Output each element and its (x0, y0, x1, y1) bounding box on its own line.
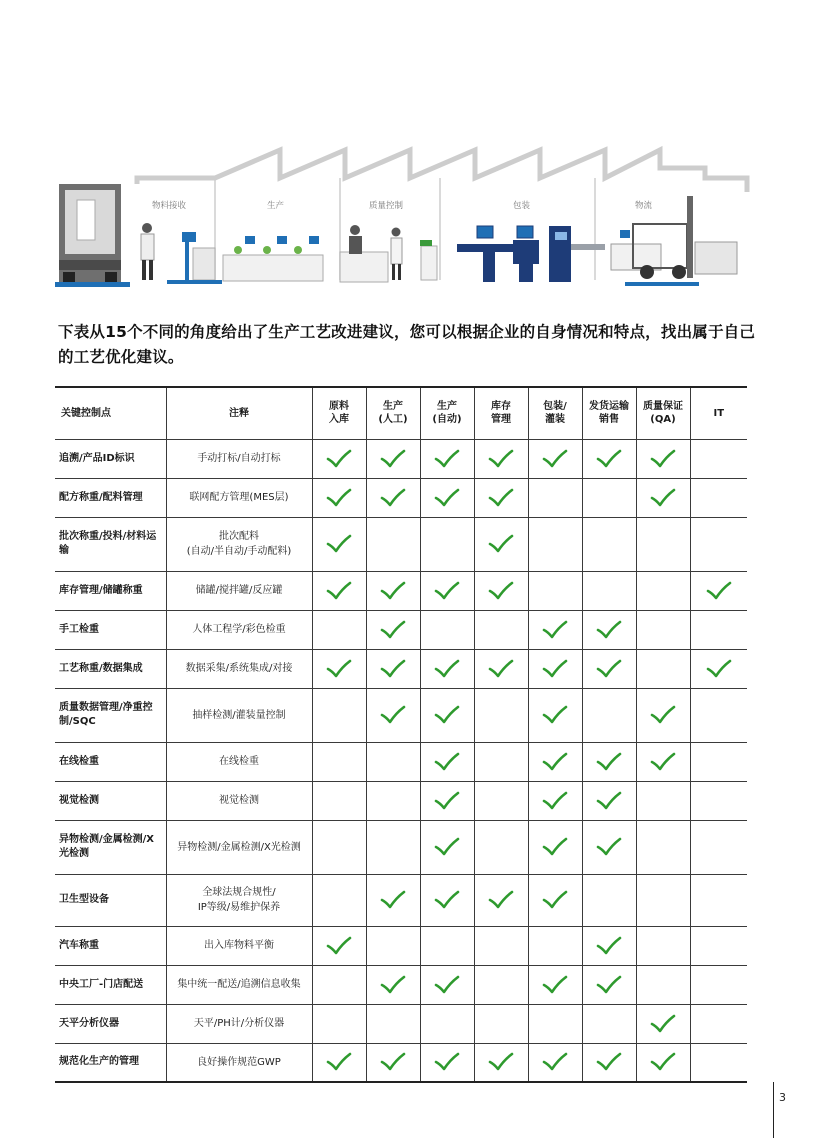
column-header: IT (690, 387, 747, 439)
key-control-point: 库存管理/储罐称重 (55, 571, 166, 610)
checkmark-cell (420, 874, 474, 926)
checkmark-icon (380, 1057, 406, 1068)
checkmark-icon (542, 980, 568, 991)
checkmark-cell (582, 926, 636, 965)
table-row (55, 688, 747, 742)
empty-cell (420, 610, 474, 649)
table-row (55, 571, 747, 610)
checkmark-cell (420, 571, 474, 610)
empty-cell (690, 781, 747, 820)
checkmark-icon (542, 1057, 568, 1068)
empty-cell (636, 820, 690, 874)
note-cell: 手动打标/自动打标 (166, 439, 312, 478)
table-header-row (55, 387, 747, 439)
empty-cell (582, 571, 636, 610)
empty-cell (528, 926, 582, 965)
empty-cell (690, 688, 747, 742)
key-control-point: 规范化生产的管理 (55, 1043, 166, 1082)
empty-cell (690, 965, 747, 1004)
checkmark-cell (312, 571, 366, 610)
checkmark-cell (636, 688, 690, 742)
checkmark-icon (542, 842, 568, 853)
empty-cell (582, 478, 636, 517)
note-cell: 人体工程学/彩色检重 (166, 610, 312, 649)
table-row (55, 1043, 747, 1082)
stage-label-logistics: 物流 (635, 201, 653, 211)
checkmark-icon (434, 586, 460, 597)
empty-cell (474, 688, 528, 742)
checkmark-icon (434, 710, 460, 721)
table-row (55, 1004, 747, 1043)
checkmark-icon (596, 1057, 622, 1068)
empty-cell (690, 820, 747, 874)
checkmark-icon (650, 454, 676, 465)
empty-cell (366, 781, 420, 820)
key-control-point: 质量数据管理/净重控制/SQC (55, 688, 166, 742)
key-control-point: 中央工厂-门店配送 (55, 965, 166, 1004)
checkmark-icon (488, 1057, 514, 1068)
checkmark-cell (528, 649, 582, 688)
checkmark-icon (650, 1019, 676, 1030)
stage-label-quality: 质量控制 (369, 201, 404, 211)
empty-cell (312, 874, 366, 926)
checkmark-icon (326, 539, 352, 550)
checkmark-cell (474, 478, 528, 517)
note-cell: 良好操作规范GWP (166, 1043, 312, 1082)
checkmark-icon (380, 664, 406, 675)
checkmark-icon (596, 757, 622, 768)
checkmark-icon (488, 454, 514, 465)
checkmark-icon (380, 454, 406, 465)
page-number: 3 (779, 1091, 786, 1104)
empty-cell (636, 571, 690, 610)
note-cell: 出入库物料平衡 (166, 926, 312, 965)
empty-cell (636, 517, 690, 571)
header-key-point: 关键控制点 (55, 387, 166, 439)
checkmark-icon (488, 895, 514, 906)
empty-cell (636, 610, 690, 649)
stage-label-production: 生产 (267, 201, 285, 211)
intro-paragraph: 下表从15个不同的角度给出了生产工艺改进建议，您可以根据企业的自身情况和特点，找出属于自己的工艺优化建议。 (58, 323, 756, 366)
checkmark-icon (434, 757, 460, 768)
process-improvement-table (55, 386, 747, 1083)
empty-cell (636, 874, 690, 926)
stage-label-receiving: 物料接收 (152, 201, 187, 211)
checkmark-cell (528, 874, 582, 926)
key-control-point: 工艺称重/数据集成 (55, 649, 166, 688)
checkmark-icon (380, 586, 406, 597)
checkmark-icon (542, 454, 568, 465)
checkmark-cell (366, 649, 420, 688)
checkmark-icon (380, 710, 406, 721)
checkmark-icon (706, 664, 732, 675)
checkmark-cell (582, 439, 636, 478)
production-line-icon (223, 236, 323, 281)
checkmark-icon (596, 454, 622, 465)
column-header: 包装/ 灌装 (528, 387, 582, 439)
table-body (55, 439, 747, 1082)
column-header: 原料 入库 (312, 387, 366, 439)
checkmark-cell (636, 478, 690, 517)
empty-cell (690, 742, 747, 781)
checkmark-cell (582, 820, 636, 874)
key-control-point: 汽车称重 (55, 926, 166, 965)
checkmark-icon (596, 980, 622, 991)
checkmark-icon (434, 1057, 460, 1068)
checkmark-cell (690, 649, 747, 688)
column-header: 发货运输 销售 (582, 387, 636, 439)
checkmark-icon (596, 664, 622, 675)
checkmark-icon (542, 895, 568, 906)
checkmark-cell (474, 439, 528, 478)
key-control-point: 在线检重 (55, 742, 166, 781)
checkmark-cell (528, 610, 582, 649)
checkmark-cell (474, 649, 528, 688)
checkmark-cell (474, 1043, 528, 1082)
note-cell: 全球法规合规性/ IP等级/易维护保养 (166, 874, 312, 926)
note-cell: 储罐/搅拌罐/反应罐 (166, 571, 312, 610)
empty-cell (366, 926, 420, 965)
checkmark-icon (326, 493, 352, 504)
table-row (55, 926, 747, 965)
checkmark-cell (312, 926, 366, 965)
key-control-point: 批次称重/投料/材料运输 (55, 517, 166, 571)
note-cell: 批次配料 (自动/半自动/手动配料) (166, 517, 312, 571)
empty-cell (636, 926, 690, 965)
empty-cell (528, 517, 582, 571)
checkmark-cell (582, 649, 636, 688)
checkmark-cell (312, 1043, 366, 1082)
column-header: 库存 管理 (474, 387, 528, 439)
checkmark-cell (312, 517, 366, 571)
quality-lab-icon (340, 225, 437, 282)
checkmark-cell (636, 439, 690, 478)
checkmark-icon (650, 1057, 676, 1068)
checkmark-icon (434, 895, 460, 906)
checkmark-icon (434, 664, 460, 675)
checkmark-cell (312, 439, 366, 478)
checkmark-cell (528, 781, 582, 820)
empty-cell (582, 688, 636, 742)
key-control-point: 异物检测/金属检测/X光检测 (55, 820, 166, 874)
checkmark-icon (434, 493, 460, 504)
checkmark-cell (636, 1004, 690, 1043)
checkmark-cell (528, 1043, 582, 1082)
empty-cell (690, 517, 747, 571)
table-row (55, 874, 747, 926)
empty-cell (474, 610, 528, 649)
empty-cell (690, 439, 747, 478)
key-control-point: 配方称重/配料管理 (55, 478, 166, 517)
checkmark-cell (366, 1043, 420, 1082)
empty-cell (474, 926, 528, 965)
empty-cell (366, 517, 420, 571)
empty-cell (582, 874, 636, 926)
platform-scale-icon (167, 232, 222, 284)
checkmark-icon (434, 980, 460, 991)
checkmark-icon (650, 493, 676, 504)
table-row (55, 742, 747, 781)
checkmark-icon (542, 757, 568, 768)
checkmark-cell (366, 571, 420, 610)
checkmark-cell (366, 874, 420, 926)
key-control-point: 手工检重 (55, 610, 166, 649)
checkmark-cell (582, 610, 636, 649)
checkmark-icon (434, 454, 460, 465)
checkmark-icon (380, 895, 406, 906)
checkmark-icon (380, 980, 406, 991)
empty-cell (690, 1043, 747, 1082)
empty-cell (636, 965, 690, 1004)
checkmark-cell (420, 439, 474, 478)
checkmark-icon (380, 625, 406, 636)
table-row (55, 781, 747, 820)
checkmark-icon (488, 664, 514, 675)
checkmark-icon (326, 1057, 352, 1068)
empty-cell (474, 820, 528, 874)
note-cell: 抽样检测/灌装量控制 (166, 688, 312, 742)
key-control-point: 天平分析仪器 (55, 1004, 166, 1043)
key-control-point: 视觉检测 (55, 781, 166, 820)
checkmark-icon (434, 842, 460, 853)
empty-cell (474, 742, 528, 781)
checkmark-icon (596, 842, 622, 853)
checkmark-cell (366, 439, 420, 478)
checkmark-icon (488, 493, 514, 504)
empty-cell (312, 820, 366, 874)
checkmark-cell (582, 1043, 636, 1082)
checkmark-cell (420, 820, 474, 874)
key-control-point: 卫生型设备 (55, 874, 166, 926)
checkmark-cell (528, 439, 582, 478)
checkmark-cell (582, 965, 636, 1004)
empty-cell (690, 926, 747, 965)
packaging-line-icon (457, 226, 605, 282)
empty-cell (636, 781, 690, 820)
empty-cell (312, 1004, 366, 1043)
forklift-icon (611, 196, 737, 286)
checkmark-icon (488, 586, 514, 597)
truck-icon (55, 184, 130, 287)
checkmark-cell (636, 1043, 690, 1082)
empty-cell (582, 1004, 636, 1043)
worker-icon (141, 223, 154, 280)
checkmark-icon (434, 796, 460, 807)
note-cell: 集中统一配送/追溯信息收集 (166, 965, 312, 1004)
empty-cell (690, 874, 747, 926)
checkmark-cell (366, 610, 420, 649)
empty-cell (366, 820, 420, 874)
table-row (55, 478, 747, 517)
checkmark-icon (488, 539, 514, 550)
checkmark-cell (420, 1043, 474, 1082)
checkmark-icon (596, 941, 622, 952)
key-control-point: 追溯/产品ID标识 (55, 439, 166, 478)
empty-cell (528, 1004, 582, 1043)
empty-cell (690, 478, 747, 517)
checkmark-cell (528, 965, 582, 1004)
column-header: 生产 (自动) (420, 387, 474, 439)
checkmark-icon (650, 710, 676, 721)
table-row (55, 820, 747, 874)
column-header: 质量保证 (QA) (636, 387, 690, 439)
checkmark-cell (420, 478, 474, 517)
note-cell: 天平/PH计/分析仪器 (166, 1004, 312, 1043)
checkmark-cell (420, 965, 474, 1004)
column-header: 生产 (人工) (366, 387, 420, 439)
empty-cell (582, 517, 636, 571)
empty-cell (312, 688, 366, 742)
table-row (55, 965, 747, 1004)
checkmark-cell (528, 820, 582, 874)
checkmark-icon (542, 710, 568, 721)
checkmark-cell (690, 571, 747, 610)
checkmark-cell (420, 649, 474, 688)
table-row (55, 439, 747, 478)
checkmark-cell (528, 742, 582, 781)
checkmark-cell (366, 688, 420, 742)
checkmark-icon (380, 493, 406, 504)
checkmark-icon (542, 796, 568, 807)
note-cell: 数据采集/系统集成/对接 (166, 649, 312, 688)
checkmark-icon (326, 454, 352, 465)
empty-cell (312, 965, 366, 1004)
checkmark-cell (474, 517, 528, 571)
empty-cell (528, 478, 582, 517)
checkmark-icon (596, 796, 622, 807)
checkmark-cell (312, 478, 366, 517)
stage-label-packaging: 包装 (513, 201, 531, 211)
checkmark-icon (326, 586, 352, 597)
checkmark-cell (474, 874, 528, 926)
note-cell: 视觉检测 (166, 781, 312, 820)
checkmark-cell (420, 688, 474, 742)
checkmark-cell (582, 781, 636, 820)
checkmark-cell (636, 742, 690, 781)
empty-cell (420, 926, 474, 965)
empty-cell (690, 1004, 747, 1043)
checkmark-icon (706, 586, 732, 597)
note-cell: 联网配方管理(MES层) (166, 478, 312, 517)
empty-cell (636, 649, 690, 688)
checkmark-icon (542, 664, 568, 675)
empty-cell (474, 965, 528, 1004)
empty-cell (474, 781, 528, 820)
checkmark-icon (326, 664, 352, 675)
page-number-rule (773, 1082, 774, 1138)
checkmark-icon (542, 625, 568, 636)
empty-cell (420, 517, 474, 571)
table-row (55, 610, 747, 649)
checkmark-cell (582, 742, 636, 781)
empty-cell (474, 1004, 528, 1043)
factory-roofline (137, 150, 747, 192)
empty-cell (528, 571, 582, 610)
checkmark-cell (420, 781, 474, 820)
empty-cell (420, 1004, 474, 1043)
empty-cell (690, 610, 747, 649)
empty-cell (366, 1004, 420, 1043)
checkmark-icon (596, 625, 622, 636)
checkmark-cell (366, 478, 420, 517)
checkmark-cell (474, 571, 528, 610)
header-note: 注释 (166, 387, 312, 439)
note-cell: 在线检重 (166, 742, 312, 781)
checkmark-icon (650, 757, 676, 768)
checkmark-cell (420, 742, 474, 781)
note-cell: 异物检测/金属检测/X光检测 (166, 820, 312, 874)
empty-cell (366, 742, 420, 781)
process-illustration (55, 140, 755, 300)
empty-cell (312, 742, 366, 781)
table-row (55, 649, 747, 688)
checkmark-cell (312, 649, 366, 688)
empty-cell (312, 610, 366, 649)
checkmark-cell (366, 965, 420, 1004)
empty-cell (312, 781, 366, 820)
checkmark-icon (326, 941, 352, 952)
table-row (55, 517, 747, 571)
checkmark-cell (528, 688, 582, 742)
